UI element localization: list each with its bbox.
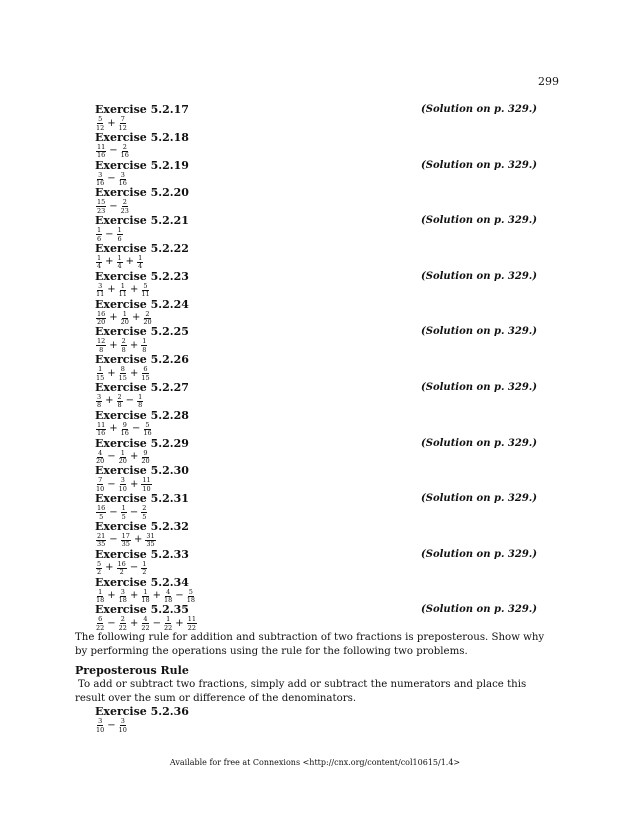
exercise-item	[95, 548, 537, 576]
rule-text: To add or subtract two fractions, simply add or subtract the numerators and place this result over the sum or difference of the denominators.	[75, 679, 527, 704]
operator: +	[175, 617, 184, 629]
denominator: 16	[97, 151, 106, 160]
fraction-expression	[95, 718, 395, 733]
numerator: 2	[122, 198, 127, 207]
exercise-item	[95, 492, 537, 520]
fraction	[117, 561, 127, 576]
numerator: 1	[97, 226, 102, 235]
numerator: 1	[117, 253, 122, 262]
exercise-title: Exercise 5.2.21	[95, 214, 189, 228]
exercise-item	[95, 381, 537, 409]
fraction-expression	[95, 616, 537, 631]
exercise-title: Exercise 5.2.32	[95, 519, 189, 533]
operator: +	[133, 534, 143, 546]
numerator: 3	[120, 170, 125, 179]
fraction	[119, 616, 127, 631]
denominator: 2	[119, 568, 124, 577]
exercise-title: Exercise 5.2.36	[95, 705, 189, 718]
exercise-title: Exercise 5.2.28	[95, 408, 189, 422]
operator: −	[107, 617, 116, 629]
operator: +	[105, 395, 114, 407]
exercise-title: Exercise 5.2.24	[95, 297, 189, 311]
operator: −	[131, 423, 141, 435]
numerator: 3	[120, 717, 125, 725]
exercise-final	[95, 705, 395, 733]
fraction	[117, 394, 123, 409]
operator: +	[129, 451, 139, 463]
fraction	[119, 450, 127, 465]
operator: −	[107, 173, 116, 185]
operator: +	[125, 256, 135, 268]
exercise-item	[95, 214, 537, 242]
numerator: 1	[166, 615, 171, 624]
denominator: 4	[97, 262, 102, 271]
numerator: 4	[166, 587, 171, 596]
numerator: 15	[97, 198, 106, 207]
operator: +	[129, 367, 139, 379]
operator: +	[129, 478, 139, 490]
operator: −	[107, 719, 116, 731]
denominator: 22	[141, 623, 150, 632]
fraction-expression	[95, 311, 537, 326]
exercise-title: Exercise 5.2.23	[95, 269, 189, 283]
operator: +	[107, 367, 116, 379]
denominator: 18	[118, 596, 127, 605]
operator: +	[129, 284, 139, 296]
denominator: 8	[117, 401, 122, 410]
fraction	[141, 589, 149, 604]
fraction	[141, 366, 149, 381]
numerator: 5	[145, 420, 150, 429]
fraction	[119, 366, 127, 381]
page-footer: Available for free at Connexions <http://cnx.org/content/col10615/1.4>	[169, 758, 461, 767]
fraction	[141, 561, 147, 576]
denominator: 18	[141, 596, 150, 605]
fraction-expression	[95, 255, 537, 270]
fraction	[119, 589, 127, 604]
numerator: 3	[98, 281, 103, 290]
denominator: 18	[96, 596, 105, 605]
fraction	[119, 283, 127, 298]
denominator: 35	[121, 540, 130, 549]
denominator: 20	[143, 318, 152, 327]
fraction-expression	[95, 227, 537, 242]
operator: +	[152, 590, 162, 602]
numerator: 4	[98, 448, 103, 457]
solution-link[interactable]: (Solution on p. 329.)	[421, 381, 537, 393]
denominator: 20	[96, 457, 105, 466]
numerator: 3	[97, 392, 102, 401]
numerator: 1	[98, 365, 103, 374]
fraction	[96, 338, 106, 353]
fraction	[96, 561, 102, 576]
fraction	[187, 616, 197, 631]
operator: +	[129, 339, 139, 351]
solution-link[interactable]: (Solution on p. 329.)	[421, 437, 537, 449]
exercise-title: Exercise 5.2.35	[95, 603, 189, 617]
denominator: 8	[121, 345, 126, 354]
operator: +	[107, 284, 116, 296]
denominator: 16	[120, 151, 129, 160]
solution-link[interactable]: (Solution on p. 329.)	[421, 604, 537, 616]
fraction	[121, 422, 129, 437]
fraction-expression	[95, 144, 537, 159]
fraction	[121, 144, 129, 159]
denominator: 11	[118, 290, 127, 299]
operator: −	[152, 617, 162, 629]
solution-link[interactable]: (Solution on p. 329.)	[421, 215, 537, 227]
exercise-title: Exercise 5.2.29	[95, 436, 189, 450]
exercise-title: Exercise 5.2.27	[95, 380, 189, 394]
solution-link[interactable]: (Solution on p. 329.)	[421, 493, 537, 505]
denominator: 35	[146, 540, 155, 549]
numerator: 3	[98, 717, 103, 725]
operator: +	[131, 312, 141, 324]
fraction	[164, 589, 172, 604]
denominator: 15	[118, 373, 127, 382]
exercise-title: Exercise 5.2.25	[95, 325, 189, 339]
operator: −	[109, 534, 118, 546]
operator: −	[129, 506, 139, 518]
fraction	[121, 311, 129, 326]
numerator: 17	[121, 531, 130, 540]
numerator: 3	[120, 587, 125, 596]
denominator: 18	[186, 596, 195, 605]
fraction	[143, 311, 151, 326]
numerator: 9	[143, 448, 148, 457]
fraction	[164, 616, 172, 631]
fraction-expression	[95, 394, 537, 409]
exercise-item	[95, 298, 537, 326]
denominator: 10	[118, 725, 127, 734]
denominator: 23	[97, 206, 106, 215]
numerator: 2	[121, 337, 126, 346]
denominator: 5	[99, 512, 104, 521]
fraction	[141, 338, 147, 353]
numerator: 1	[142, 559, 147, 568]
denominator: 5	[142, 512, 147, 521]
numerator: 11	[187, 615, 196, 624]
denominator: 2	[97, 568, 102, 577]
denominator: 11	[96, 290, 105, 299]
exercise-item	[95, 159, 537, 187]
fraction	[141, 505, 147, 520]
numerator: 6	[98, 615, 103, 624]
operator: −	[107, 451, 116, 463]
numerator: 6	[143, 365, 148, 374]
solution-link[interactable]: (Solution on p. 329.)	[421, 104, 537, 115]
exercise-title: Exercise 5.2.20	[95, 186, 189, 200]
numerator: 9	[122, 420, 127, 429]
numerator: 16	[117, 559, 126, 568]
intro-paragraph: The following rule for addition and subtraction of two fractions is preposterous. Show why by performing the operations using the rule for the following two problems.	[75, 632, 545, 657]
operator: −	[109, 145, 118, 157]
numerator: 1	[120, 281, 125, 290]
fraction	[96, 394, 102, 409]
fraction	[96, 616, 104, 631]
operator: +	[129, 617, 139, 629]
fraction	[96, 450, 104, 465]
fraction	[141, 283, 149, 298]
fraction	[96, 505, 106, 520]
rule-heading: Preposterous Rule	[75, 664, 189, 677]
numerator: 16	[97, 504, 106, 513]
exercise-title: Exercise 5.2.34	[95, 575, 189, 589]
denominator: 20	[97, 318, 106, 327]
exercise-item	[95, 603, 537, 631]
exercise-title: Exercise 5.2.17	[95, 103, 189, 116]
denominator: 11	[141, 290, 150, 299]
numerator: 21	[97, 531, 106, 540]
denominator: 6	[117, 234, 122, 243]
numerator: 7	[98, 476, 103, 485]
fraction	[96, 718, 104, 733]
fraction	[121, 199, 129, 214]
operator: −	[109, 200, 118, 212]
fraction	[119, 172, 127, 187]
denominator: 22	[118, 623, 127, 632]
numerator: 2	[122, 142, 127, 151]
fraction	[96, 227, 102, 242]
numerator: 1	[143, 587, 148, 596]
fraction	[119, 718, 127, 733]
denominator: 16	[97, 429, 106, 438]
fraction	[96, 199, 106, 214]
numerator: 16	[97, 309, 106, 318]
numerator: 7	[120, 115, 125, 123]
numerator: 1	[121, 504, 126, 513]
exercise-item	[95, 103, 537, 131]
operator: +	[129, 590, 139, 602]
numerator: 1	[122, 309, 127, 318]
denominator: 8	[138, 401, 143, 410]
exercise-title: Exercise 5.2.19	[95, 158, 189, 172]
numerator: 2	[120, 615, 125, 624]
numerator: 11	[97, 142, 106, 151]
solution-link[interactable]: (Solution on p. 329.)	[421, 159, 537, 171]
fraction	[117, 255, 123, 270]
exercise-item	[95, 409, 537, 437]
operator: +	[109, 423, 118, 435]
operator: +	[105, 562, 114, 574]
fraction	[143, 422, 151, 437]
fraction	[187, 589, 195, 604]
exercise-item	[95, 186, 537, 214]
denominator: 18	[164, 596, 173, 605]
numerator: 1	[117, 226, 122, 235]
denominator: 20	[141, 457, 150, 466]
operator: −	[109, 506, 118, 518]
fraction-expression	[95, 199, 537, 214]
exercise-title: Exercise 5.2.18	[95, 130, 189, 144]
numerator: 8	[120, 365, 125, 374]
exercise-title: Exercise 5.2.31	[95, 492, 189, 506]
denominator: 5	[121, 512, 126, 521]
numerator: 5	[98, 115, 103, 123]
fraction	[96, 477, 104, 492]
denominator: 10	[142, 484, 151, 493]
numerator: 2	[142, 504, 147, 513]
fraction	[96, 172, 104, 187]
numerator: 11	[142, 476, 151, 485]
numerator: 3	[98, 170, 103, 179]
fraction	[96, 589, 104, 604]
numerator: 5	[188, 587, 193, 596]
exercise-item	[95, 325, 537, 353]
operator: −	[105, 228, 114, 240]
exercise-item	[95, 131, 537, 159]
denominator: 12	[96, 123, 105, 132]
fraction	[121, 338, 127, 353]
operator: +	[107, 117, 116, 129]
denominator: 22	[164, 623, 173, 632]
numerator: 3	[120, 476, 125, 485]
fraction-expression	[95, 450, 537, 465]
numerator: 31	[146, 531, 155, 540]
solution-link[interactable]: (Solution on p. 329.)	[421, 270, 537, 282]
denominator: 8	[99, 345, 104, 354]
numerator: 1	[142, 337, 147, 346]
fraction	[119, 116, 127, 131]
operator: −	[107, 478, 116, 490]
fraction	[96, 116, 104, 131]
exercise-item	[95, 242, 537, 270]
exercise-title: Exercise 5.2.30	[95, 464, 189, 478]
fraction	[141, 616, 149, 631]
numerator: 5	[143, 281, 148, 290]
numerator: 1	[138, 392, 143, 401]
page-number: 299	[538, 75, 559, 88]
fraction	[145, 533, 155, 548]
fraction	[96, 255, 102, 270]
fraction-expression	[95, 589, 537, 604]
fraction	[117, 227, 123, 242]
denominator: 16	[143, 429, 152, 438]
fraction-expression	[95, 533, 537, 548]
operator: +	[109, 339, 118, 351]
fraction	[141, 477, 151, 492]
exercise-item	[95, 576, 537, 604]
fraction-expression	[95, 338, 537, 353]
denominator: 10	[96, 725, 105, 734]
exercise-title: Exercise 5.2.22	[95, 241, 189, 255]
exercise-item	[95, 464, 537, 492]
fraction-expression	[95, 283, 537, 298]
numerator: 1	[138, 253, 143, 262]
numerator: 1	[98, 587, 103, 596]
numerator: 5	[97, 559, 102, 568]
numerator: 1	[97, 253, 102, 262]
operator: +	[105, 256, 114, 268]
fraction	[96, 283, 104, 298]
numerator: 12	[97, 337, 106, 346]
fraction	[137, 394, 143, 409]
denominator: 22	[96, 623, 105, 632]
fraction	[137, 255, 143, 270]
denominator: 22	[187, 623, 196, 632]
exercise-title: Exercise 5.2.33	[95, 547, 189, 561]
numerator: 1	[120, 448, 125, 457]
operator: −	[129, 562, 139, 574]
numerator: 4	[143, 615, 148, 624]
fraction-expression	[95, 116, 537, 131]
fraction	[96, 422, 106, 437]
exercise-title: Exercise 5.2.26	[95, 353, 189, 367]
denominator: 8	[142, 345, 147, 354]
exercise-item	[95, 437, 537, 465]
exercise-item	[95, 270, 537, 298]
numerator: 2	[145, 309, 150, 318]
denominator: 10	[96, 484, 105, 493]
fraction	[119, 477, 127, 492]
denominator: 4	[138, 262, 143, 271]
denominator: 8	[97, 401, 102, 410]
exercise-item	[95, 520, 537, 548]
numerator: 2	[117, 392, 122, 401]
denominator: 35	[97, 540, 106, 549]
solution-link[interactable]: (Solution on p. 329.)	[421, 548, 537, 560]
fraction-expression	[95, 505, 537, 520]
fraction	[121, 533, 131, 548]
numerator: 11	[97, 420, 106, 429]
fraction-expression	[95, 477, 537, 492]
denominator: 20	[118, 457, 127, 466]
operator: −	[175, 590, 184, 602]
operator: −	[125, 395, 135, 407]
denominator: 2	[142, 568, 147, 577]
denominator: 6	[97, 234, 102, 243]
fraction	[96, 144, 106, 159]
denominator: 15	[141, 373, 150, 382]
denominator: 23	[120, 206, 129, 215]
fraction	[96, 311, 106, 326]
denominator: 20	[120, 318, 129, 327]
operator: +	[109, 312, 118, 324]
fraction	[96, 533, 106, 548]
fraction-expression	[95, 366, 537, 381]
fraction-expression	[95, 561, 537, 576]
denominator: 15	[96, 373, 105, 382]
exercise-item	[95, 353, 537, 381]
exercise-list	[95, 103, 537, 631]
denominator: 4	[117, 262, 122, 271]
denominator: 16	[96, 179, 105, 188]
operator: +	[107, 590, 116, 602]
fraction	[141, 450, 149, 465]
fraction	[96, 366, 104, 381]
fraction	[121, 505, 127, 520]
fraction-expression	[95, 172, 537, 187]
denominator: 16	[120, 429, 129, 438]
denominator: 10	[118, 484, 127, 493]
solution-link[interactable]: (Solution on p. 329.)	[421, 326, 537, 338]
denominator: 12	[118, 123, 127, 132]
denominator: 16	[118, 179, 127, 188]
fraction-expression	[95, 422, 537, 437]
